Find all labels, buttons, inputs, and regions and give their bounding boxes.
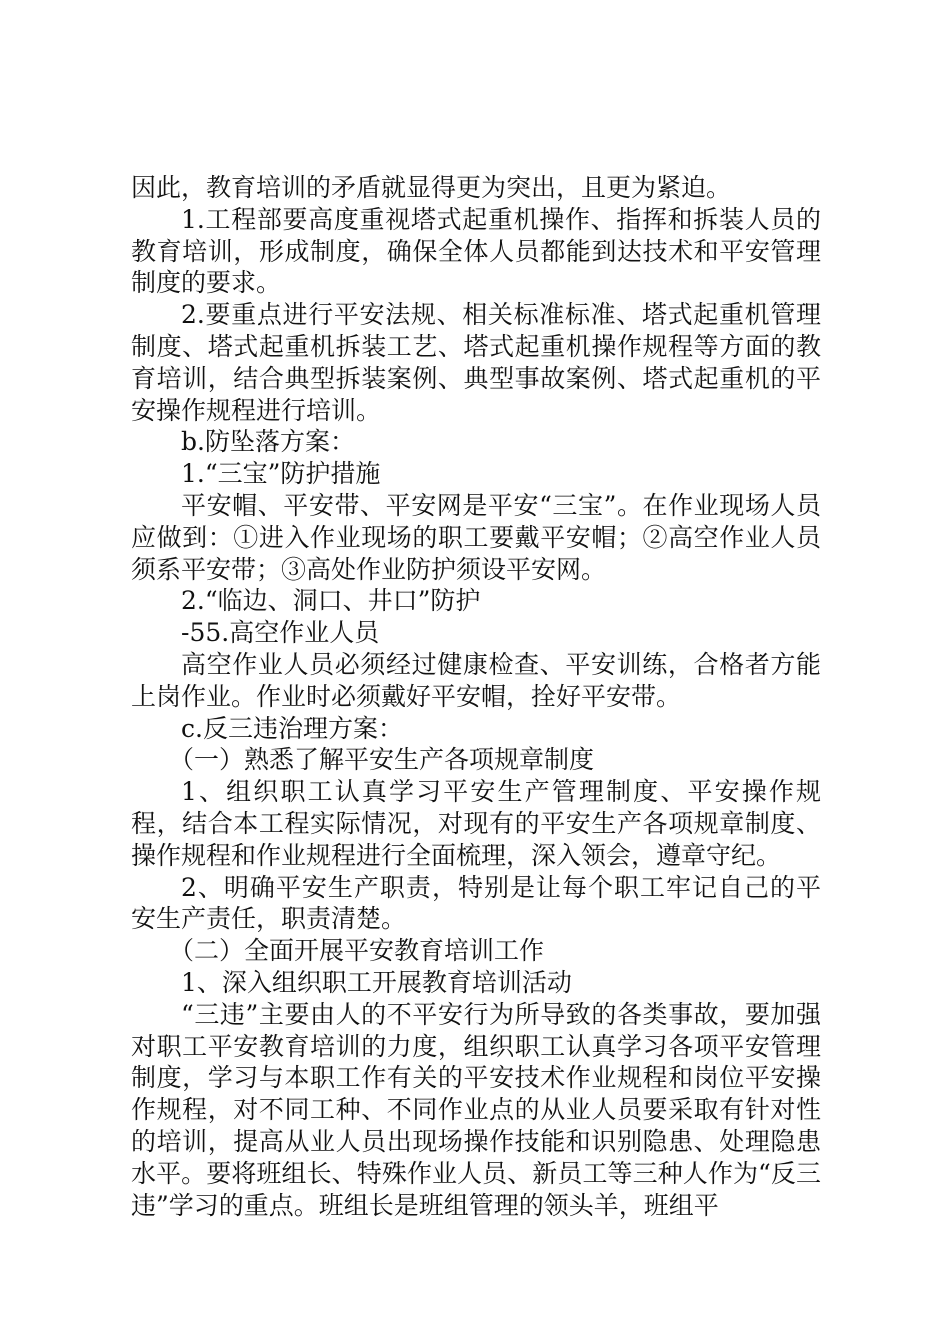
paragraph-sanbao: 平安帽、平安带、平安网是平安“三宝”。在作业现场人员应做到：①进入作业现场的职工要戴平安帽；②高空作业人员须系平安带；③高处作业防护须设平安网。 <box>131 490 821 584</box>
paragraph-duties: 2、明确平安生产职责，特别是让每个职工牢记自己的平安生产责任，职责清楚。 <box>131 872 821 934</box>
subheading-55: -55.高空作业人员 <box>181 618 380 648</box>
paragraph-high-altitude: 高空作业人员必须经过健康检查、平安训练，合格者方能上岗作业。作业时必须戴好平安帽，拴好平安带。 <box>131 649 821 711</box>
paragraph-1: 因此，教育培训的矛盾就显得更为突出，且更为紧迫。 <box>131 173 732 202</box>
subheading-2: 2.“临边、洞口、井口”防护 <box>181 586 481 616</box>
paragraph-rules: 1、组织职工认真学习平安生产管理制度、平安操作规程，结合本工程实际情况，对现有的平安生产各项规章制度、操作规程和作业规程进行全面梳理，深入领会，遵章守纪。 <box>131 777 821 870</box>
paragraph-3: 2.要重点进行平安法规、相关标准标准、塔式起重机管理制度、塔式起重机拆装工艺、塔式起重机操作规程等方面的教育培训，结合典型拆装案例、典型事故案例、塔式起重机的平安操作规程进行培训。 <box>131 300 821 425</box>
subheading-training: 1、深入组织职工开展教育培训活动 <box>181 967 572 997</box>
paragraph-sanwei: “三违”主要由人的不平安行为所导致的各类事故，要加强对职工平安教育培训的力度，组织职工认真学习各项平安管理制度，学习与本职工作有关的平安技术作业规程和岗位平安操作规程，对不同工种、不同作业点的从业人员要采取有针对性的培训，提高从业人员出现场操作技能和识别隐患、处理隐患水平。要将班组长、特殊作业人员、新员工等三种人作为“反三违”学习的重点。班组长是班组管理的领头羊，班组平 <box>131 999 821 1220</box>
subheading-1: 1.“三宝”防护措施 <box>181 459 381 489</box>
document-body <box>131 172 821 1221</box>
section-heading-b: b.防坠落方案： <box>181 427 355 457</box>
section-heading-c: c.反三违治理方案： <box>181 713 403 743</box>
paragraph-2: 1.工程部要高度重视塔式起重机操作、指挥和拆装人员的教育培训，形成制度，确保全体人员都能到达技术和平安管理制度的要求。 <box>131 204 821 298</box>
subheading-two: （二）全面开展平安教育培训工作 <box>169 936 545 966</box>
subheading-one: （一）熟悉了解平安生产各项规章制度 <box>169 745 595 775</box>
